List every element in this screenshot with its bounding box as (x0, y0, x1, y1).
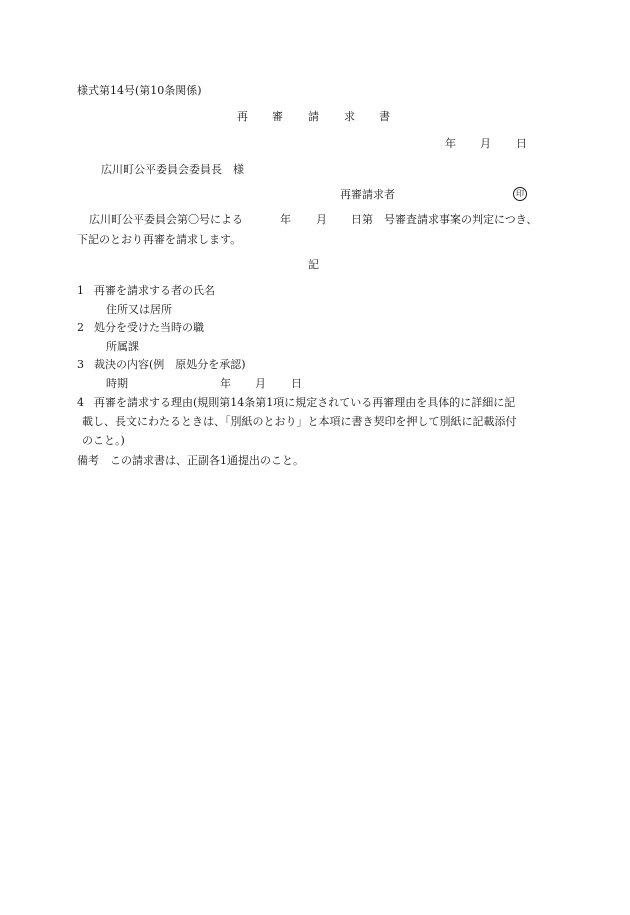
form-number: 様式第14号(第10条関係) (77, 84, 202, 97)
item-sub: 時期 (106, 377, 128, 390)
date-year: 年 (445, 137, 456, 150)
intro-month: 月 (316, 213, 327, 226)
item-number: 4 (77, 396, 84, 409)
title-char: 書 (379, 110, 390, 123)
title-char: 請 (308, 110, 319, 123)
intro-year: 年 (280, 213, 291, 226)
intro-part2: 日第 号審査請求事案の判定につき、 (351, 213, 538, 226)
intro-part1: 広川町公平委員会第〇号による (89, 213, 243, 226)
item-sub: 所属課 (106, 340, 139, 353)
item-text-line2: 載し、長文にわたるときは、「別紙のとおり」と本項に書き契印を押して別紙に記載添付 (82, 415, 517, 428)
item-sub-day: 日 (291, 377, 302, 390)
item-text: 再審を請求する者の氏名 (94, 284, 215, 297)
seal-mark: 印 (513, 187, 527, 201)
title-char: 再 (237, 110, 248, 123)
item-text-line3: のこと。) (82, 434, 125, 447)
ki-mark: 記 (308, 258, 319, 271)
item-text: 裁決の内容(例 原処分を承認) (94, 358, 246, 371)
item-sub-month: 月 (255, 377, 266, 390)
date-month: 月 (480, 137, 491, 150)
title-char: 審 (272, 110, 283, 123)
addressee: 広川町公平委員会委員長 様 (101, 163, 244, 176)
date-day: 日 (516, 137, 527, 150)
item-sub: 住所又は居所 (106, 303, 172, 316)
item-number: 3 (77, 358, 84, 371)
item-number: 2 (77, 321, 84, 334)
item-number: 1 (77, 284, 84, 297)
intro-line2: 下記のとおり再審を請求します。 (77, 233, 242, 246)
item-text-line1: 再審を請求する理由(規則第14条第1項に規定されている再審理由を具体的に詳細に記 (94, 396, 516, 409)
note: 備考 この請求書は、正副各1通提出のこと。 (77, 454, 304, 467)
title-char: 求 (344, 110, 355, 123)
item-text: 処分を受けた当時の職 (94, 321, 204, 334)
item-sub-year: 年 (220, 377, 231, 390)
requester-label: 再審請求者 (340, 188, 395, 201)
